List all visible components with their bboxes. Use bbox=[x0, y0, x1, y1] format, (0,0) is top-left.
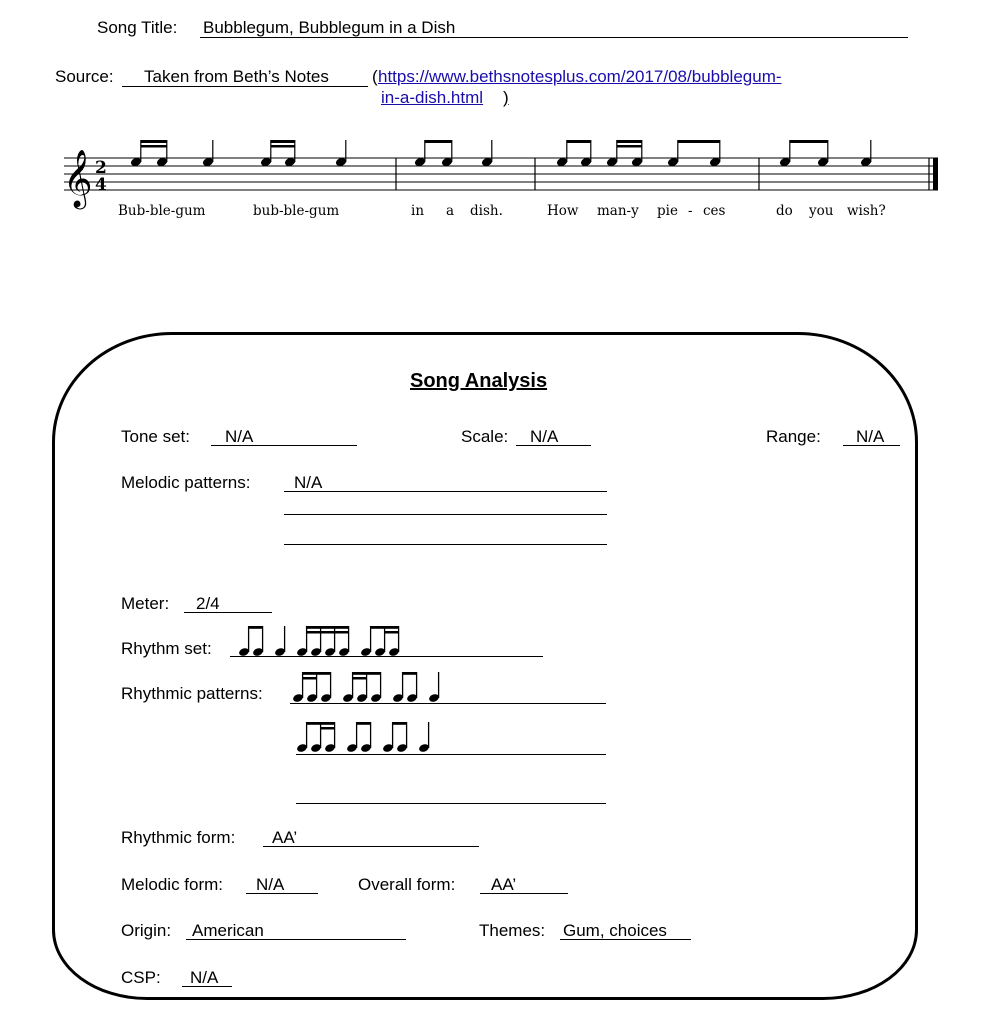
rhythm-beam bbox=[353, 672, 381, 675]
lyric-7: man-y bbox=[597, 203, 639, 219]
rhythm-beam bbox=[335, 631, 349, 634]
melodic-form-label: Melodic form: bbox=[121, 875, 224, 894]
rhythm-beam bbox=[303, 672, 331, 675]
origin-value: American bbox=[192, 921, 264, 940]
note-beam bbox=[567, 140, 591, 143]
source-link-line1[interactable]: https://www.bethsnotesplus.com/2017/08/bubblegum- bbox=[378, 67, 782, 86]
rhythm-beam bbox=[307, 722, 335, 725]
overall-form-label: Overall form: bbox=[358, 875, 456, 894]
rhythmic-form-value: AA’ bbox=[272, 828, 298, 847]
rhythm-beam bbox=[307, 631, 321, 634]
rhythm-beam bbox=[371, 626, 399, 629]
melodic-patterns-underline-3 bbox=[284, 544, 607, 545]
note-beam bbox=[678, 140, 720, 143]
lyric-10: ces bbox=[703, 203, 726, 219]
csp-value: N/A bbox=[190, 968, 219, 987]
note-beam bbox=[425, 140, 452, 143]
rhythmic-pattern-2-notation bbox=[296, 716, 496, 756]
scale-label: Scale: bbox=[461, 427, 509, 446]
source-link-open: ( bbox=[372, 67, 378, 86]
rhythm-beam bbox=[321, 631, 335, 634]
note-beam bbox=[617, 140, 642, 143]
melodic-patterns-underline-1 bbox=[284, 491, 607, 492]
lyric-1: Bub-ble-gum bbox=[118, 203, 206, 219]
note-beam bbox=[271, 145, 295, 148]
lyric-13: wish? bbox=[847, 203, 886, 219]
song-title-value: Bubblegum, Bubblegum in a Dish bbox=[203, 18, 456, 37]
lyric-4: a bbox=[446, 203, 455, 219]
melodic-patterns-value: N/A bbox=[294, 473, 323, 492]
source-label: Source: bbox=[55, 67, 114, 86]
lyric-9: - bbox=[688, 203, 693, 219]
source-text: Taken from Beth’s Notes bbox=[144, 67, 329, 86]
rhythm-beam bbox=[307, 626, 349, 629]
csp-label: CSP: bbox=[121, 968, 161, 987]
note-beam bbox=[790, 140, 828, 143]
rhythmic-pattern-1-notation bbox=[292, 666, 492, 706]
source-link-line2[interactable]: in-a-dish.html bbox=[381, 88, 484, 107]
final-barline bbox=[933, 158, 938, 190]
scale-value: N/A bbox=[530, 427, 559, 446]
lyric-3: in bbox=[411, 203, 425, 219]
lyric-5: dish. bbox=[470, 203, 503, 219]
rhythmic-patterns-underline-3 bbox=[296, 803, 606, 804]
lyric-8: pie bbox=[657, 203, 678, 219]
rhythm-set-notation bbox=[238, 620, 458, 660]
rhythmic-form-label: Rhythmic form: bbox=[121, 828, 236, 847]
melodic-form-value: N/A bbox=[256, 875, 285, 894]
lyric-6: How bbox=[547, 203, 579, 219]
melodic-patterns-underline-2 bbox=[284, 514, 607, 515]
note-beam bbox=[271, 140, 295, 143]
rhythmic-patterns-label: Rhythmic patterns: bbox=[121, 684, 263, 703]
overall-form-value: AA’ bbox=[491, 875, 517, 894]
source-link-close: ) bbox=[503, 88, 509, 107]
range-label: Range: bbox=[766, 427, 821, 446]
time-sig-top: 2 bbox=[95, 158, 107, 178]
rhythm-beam bbox=[249, 626, 263, 629]
meter-label: Meter: bbox=[121, 594, 170, 613]
themes-value: Gum, choices bbox=[563, 921, 667, 940]
note-beam bbox=[617, 145, 642, 148]
rhythm-beam bbox=[321, 727, 335, 730]
themes-label: Themes: bbox=[479, 921, 546, 940]
rhythm-set-label: Rhythm set: bbox=[121, 639, 212, 658]
note-beam bbox=[141, 140, 167, 143]
analysis-title: Song Analysis bbox=[410, 370, 548, 392]
rhythm-beam bbox=[353, 677, 367, 680]
melodic-patterns-label: Melodic patterns: bbox=[121, 473, 251, 492]
note-beam bbox=[141, 145, 167, 148]
tone-set-value: N/A bbox=[225, 427, 254, 446]
lyric-12: you bbox=[809, 203, 834, 219]
rhythm-beam bbox=[303, 677, 317, 680]
origin-label: Origin: bbox=[121, 921, 172, 940]
lyric-2: bub-ble-gum bbox=[253, 203, 340, 219]
meter-value: 2/4 bbox=[196, 594, 220, 613]
rhythm-beam bbox=[385, 631, 399, 634]
rhythm-beam bbox=[357, 722, 371, 725]
range-value: N/A bbox=[856, 427, 885, 446]
tone-set-label: Tone set: bbox=[121, 427, 190, 446]
rhythm-beam bbox=[393, 722, 407, 725]
treble-clef-icon: 𝄞 bbox=[63, 149, 93, 207]
time-sig-bottom: 4 bbox=[95, 175, 107, 195]
song-title-label: Song Title: bbox=[97, 18, 178, 37]
lyric-11: do bbox=[776, 203, 793, 219]
rhythm-beam bbox=[403, 672, 417, 675]
